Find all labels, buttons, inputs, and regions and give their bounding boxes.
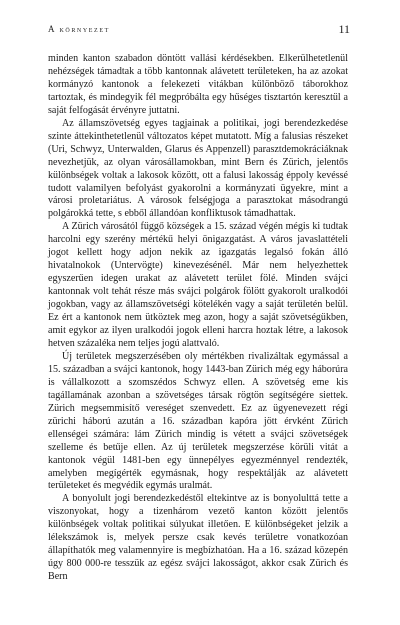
paragraph: Az államszövetség egyes tagjainak a politikai, jogi berendezkedése szinte áttekinthetetlenül változatos képet mutatott. Míg a falusias részeket (Uri, Schwyz, Unterwalden, Glarus és Appenzell) parasztdemokráciáknak nevezhetjük, az olyan városállamokban, mint Bern és Zürich, jelentős különbségek voltak a lakosok között, ott a falusi lakosság éppoly kevéssé tudott valamilyen befolyást gyakorolni a kormányzati ügyekre, mint a városi proletariátus. A városok felségjoga a parasztokat másodrangú polgárokká tette, s ebből állandóan konfliktusok támadhattak. <box>48 117 348 220</box>
paragraph: Új területek megszerzésében oly mértékben rivalizáltak egymással a 15. században a svájci kantonok, hogy 1443-ban Zürich még egy háborúra is vállalkozott a szomszédos Schwyz ellen. A szövetség eme kis tagállamának azonban a szövetséges társak rögtön segítségére siettek. Zürich megsemmisítő vereséget szenvedett. Ez az ügyenevezett régi zürichi háború azután a 16. században kapóra jött érvként Zürich ellenségei számára: lám Zürich mindig is vétett a svájci szövetségek szelleme és betűje ellen. Az új területek megszerzése körüli vitát a kantonok végül 1481-ben egy ünnepélyes egyezménnyel rendezték, amelyben megígérték egymásnak, hogy respektálják az alávetett területeket és megvédik egymás uralmát. <box>48 350 348 492</box>
paragraph: A Zürich városától függő községek a 15. század végén mégis ki tudtak harcolni egy szerény mértékű helyi önigazgatást. A város javaslattételi jogot kellett hogy adjon nekik az igazgatás legalsó fokán álló hivatalnokok (Untervögte) kinevezésénél. Már nem helyezhettek egyszerűen idegen urakat az alávetett terület fölé. Minden svájci kantonnak volt tehát része más svájci polgárok fölött gyakorolt uralkodói jogokban, vagy az államszövetségi kötelékén vagy a saját területén belül. Ez ért a kantonok nem ütköztek meg azon, hogy a saját szövetségükben, amit egykor az ilyen uralkodói jogok elleni harcra hoztak létre, a lakosok hetven százaléka nem teljes jogú alattvaló. <box>48 221 348 349</box>
page-number: 11 <box>338 22 350 36</box>
paragraph: minden kanton szabadon döntött vallási kérdésekben. Elkerülhetetlenül nehézségek támadtak a több kantonnak alávetett területeken, ha az azokat kormányzó kantonok a felekezeti vitákban különböző táborokhoz tartoztak, és mindegyik fél megpróbálta egy hűséges tisztartón keresztül a saját felfogását érvényre juttatni. <box>48 53 348 116</box>
running-head: A környezet <box>48 24 110 34</box>
body-text <box>48 53 348 584</box>
paragraph: A bonyolult jogi berendezkedéstől eltekintve az is bonyolulttá tette a viszonyokat, hogy a tizenhárom vezető kanton között jelentős különbségek voltak politikai súlyukat illetően. E különbségeket jelzik a lélekszámok is, melyek persze csak kevés területre vonatkozóan állapíthatók meg valamennyire is megbízhatóan. Ha a 16. század közepén úgy 800 000-re tesszük az egész svájci lakosságot, akkor csak Zürich és Bern <box>48 493 348 583</box>
